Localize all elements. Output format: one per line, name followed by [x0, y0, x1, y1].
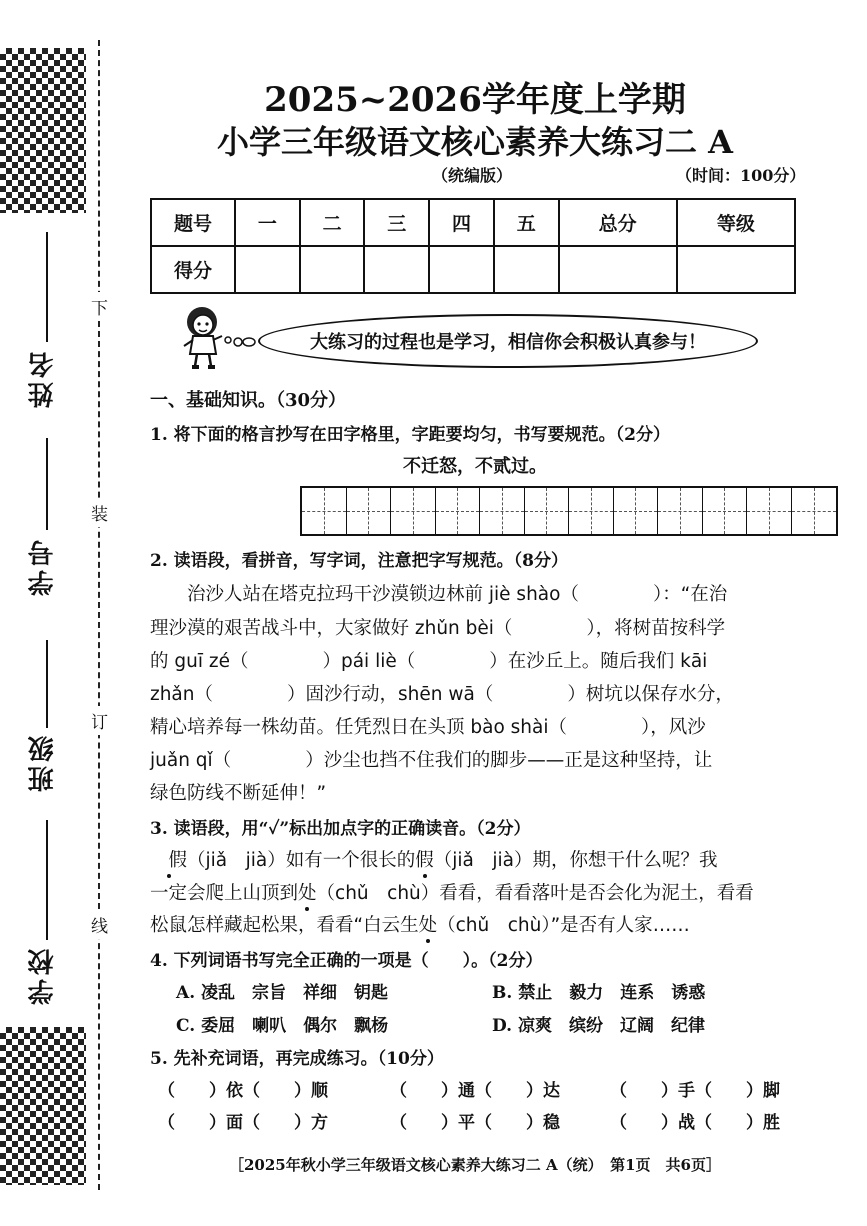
exam-title-line2: 小学三年级语文核心素养大练习二 A: [217, 123, 733, 161]
score-input-cell[interactable]: [300, 246, 365, 293]
section-heading: 一、基础知识。（30分）: [150, 390, 347, 411]
score-table-score-row: [151, 246, 795, 293]
score-header-cell: 题号: [151, 199, 235, 246]
score-input-cell[interactable]: [559, 246, 677, 293]
student-id-label: 学号: [28, 536, 58, 596]
student-id-underline: [46, 438, 48, 530]
dotted-char: 假: [150, 846, 187, 872]
q3-text: 松鼠怎样藏起松果，看看“白云生: [150, 915, 419, 936]
tianzige-cell[interactable]: [436, 488, 481, 534]
binding-dash-line: [98, 40, 100, 1190]
tianzige-cell[interactable]: [747, 488, 792, 534]
tianzige-cell[interactable]: [658, 488, 703, 534]
checker-pattern-bottom: [0, 1027, 86, 1185]
score-table-header-row: [151, 199, 795, 246]
q4-option-c[interactable]: C. 委屈 喇叭 偶尔 飘杨: [176, 1016, 389, 1036]
score-header-cell: 二: [300, 199, 365, 246]
question-4-prompt: 4. 下列词语书写完全正确的一项是（ ）。（2分）: [150, 951, 543, 971]
tianzige-cell[interactable]: [302, 488, 347, 534]
binding-mark-xia: 下: [91, 292, 108, 321]
q5-idiom-blank[interactable]: （ ）手（ ）脚: [610, 1081, 780, 1101]
q4-option-d[interactable]: D. 凉爽 缤纷 辽阔 纪律: [492, 1016, 705, 1036]
q5-idiom-blank[interactable]: （ ）面（ ）方: [158, 1113, 328, 1133]
dotted-char: 假: [415, 846, 434, 872]
q3-text: （chǔ chù）”是否有人家……: [437, 915, 690, 936]
name-label: 姓名: [28, 348, 58, 408]
score-input-cell[interactable]: [677, 246, 795, 293]
question-3-prompt: 3. 读语段，用“✓”标出加点字的正确读音。（2分）: [150, 819, 531, 839]
q2-passage-line: 理沙漠的艰苦战斗中，大家做好 zhǔn bèi（ ），将树苗按科学: [150, 618, 726, 639]
q2-passage-line: juǎn qǐ（ ）沙尘也挡不住我们的脚步——正是这种坚持，让: [150, 750, 713, 771]
exam-title-line1: 2025~2026学年度上学期: [264, 80, 686, 120]
tianzige-cell[interactable]: [614, 488, 659, 534]
time-label: （时间：100分）: [676, 166, 806, 185]
question-5-prompt: 5. 先补充词语，再完成练习。（10分）: [150, 1049, 444, 1069]
score-input-cell[interactable]: [364, 246, 429, 293]
name-underline: [46, 232, 48, 342]
q5-idiom-blank[interactable]: （ ）通（ ）达: [390, 1081, 560, 1101]
speech-bubble-text: 大练习的过程也是学习，相信你会积极认真参与！: [310, 332, 706, 353]
score-header-cell: 五: [494, 199, 559, 246]
page-footer: ［2025年秋小学三年级语文核心素养大练习二 A（统） 第1页 共6页］: [229, 1156, 721, 1174]
q2-passage-line: 的 guī zé（ ）pái liè（ ）在沙丘上。随后我们 kāi: [150, 651, 708, 672]
score-row-label: 得分: [151, 246, 235, 293]
tianzige-cell[interactable]: [347, 488, 392, 534]
checker-pattern-top: [0, 48, 86, 213]
dotted-char: 处: [419, 911, 438, 937]
q4-option-a[interactable]: A. 凌乱 宗旨 祥细 钥匙: [176, 983, 389, 1003]
q2-passage-line: zhǎn（ ）固沙行动，shēn wā（ ）树坑以保存水分，: [150, 684, 734, 705]
tianzige-cell[interactable]: [391, 488, 436, 534]
q3-text: （chǔ chù）看看，看看落叶是否会化为泥土，看看: [316, 883, 754, 904]
tianzige-cell[interactable]: [569, 488, 614, 534]
q2-passage-line: 治沙人站在塔克拉玛干沙漠锁边林前 jiè shào（ ）：“在治: [150, 584, 728, 605]
class-label: 班级: [28, 732, 58, 792]
speech-bubble: [258, 314, 758, 368]
school-underline: [46, 820, 48, 940]
tianzige-cell[interactable]: [525, 488, 570, 534]
tianzige-cell[interactable]: [792, 488, 837, 534]
binding-mark-zhuang: 装: [91, 498, 108, 527]
motto-text: 不迁怒，不贰过。: [403, 456, 547, 477]
q3-passage-line: [150, 911, 800, 937]
q3-text: （jiǎ jià）期，你想干什么呢？我: [433, 850, 718, 871]
score-header-cell: 总分: [559, 199, 677, 246]
cartoon-girl-illustration: [176, 302, 256, 370]
q3-passage-line: [150, 846, 800, 872]
q5-idiom-blank[interactable]: （ ）平（ ）稳: [390, 1113, 560, 1133]
score-table: [150, 198, 796, 294]
score-input-cell[interactable]: [429, 246, 494, 293]
edition-label: （统编版）: [432, 166, 513, 185]
tianzige-cell[interactable]: [703, 488, 748, 534]
score-header-cell: 三: [364, 199, 429, 246]
binding-mark-xian: 线: [91, 910, 108, 939]
q5-idiom-blank[interactable]: （ ）依（ ）顺: [158, 1081, 328, 1101]
question-2-prompt: 2. 读语段，看拼音，写字词，注意把字写规范。（8分）: [150, 551, 568, 571]
tianzige-cell[interactable]: [480, 488, 525, 534]
q3-passage-line: [150, 879, 800, 905]
tianzige-grid[interactable]: [300, 486, 838, 536]
score-header-cell: 一: [235, 199, 300, 246]
q3-text: （jiǎ jià）如有一个很长的: [187, 850, 416, 871]
binding-mark-ding: 订: [91, 706, 108, 735]
school-label: 学校: [28, 945, 58, 1005]
score-header-cell: 四: [429, 199, 494, 246]
question-1-prompt: 1. 将下面的格言抄写在田字格里，字距要均匀，书写要规范。（2分）: [150, 425, 670, 445]
q4-option-b[interactable]: B. 禁止 毅力 连系 诱惑: [492, 983, 706, 1003]
score-input-cell[interactable]: [235, 246, 300, 293]
class-underline: [46, 640, 48, 728]
score-input-cell[interactable]: [494, 246, 559, 293]
q5-idiom-blank[interactable]: （ ）战（ ）胜: [610, 1113, 780, 1133]
q2-passage-line: 绿色防线不断延伸！”: [150, 783, 327, 804]
dotted-char: 处: [298, 879, 317, 905]
score-header-cell: 等级: [677, 199, 795, 246]
q3-text: 一定会爬上山顶到: [150, 883, 299, 904]
q2-passage-line: 精心培养每一株幼苗。任凭烈日在头顶 bào shài（ ），风沙: [150, 717, 706, 738]
